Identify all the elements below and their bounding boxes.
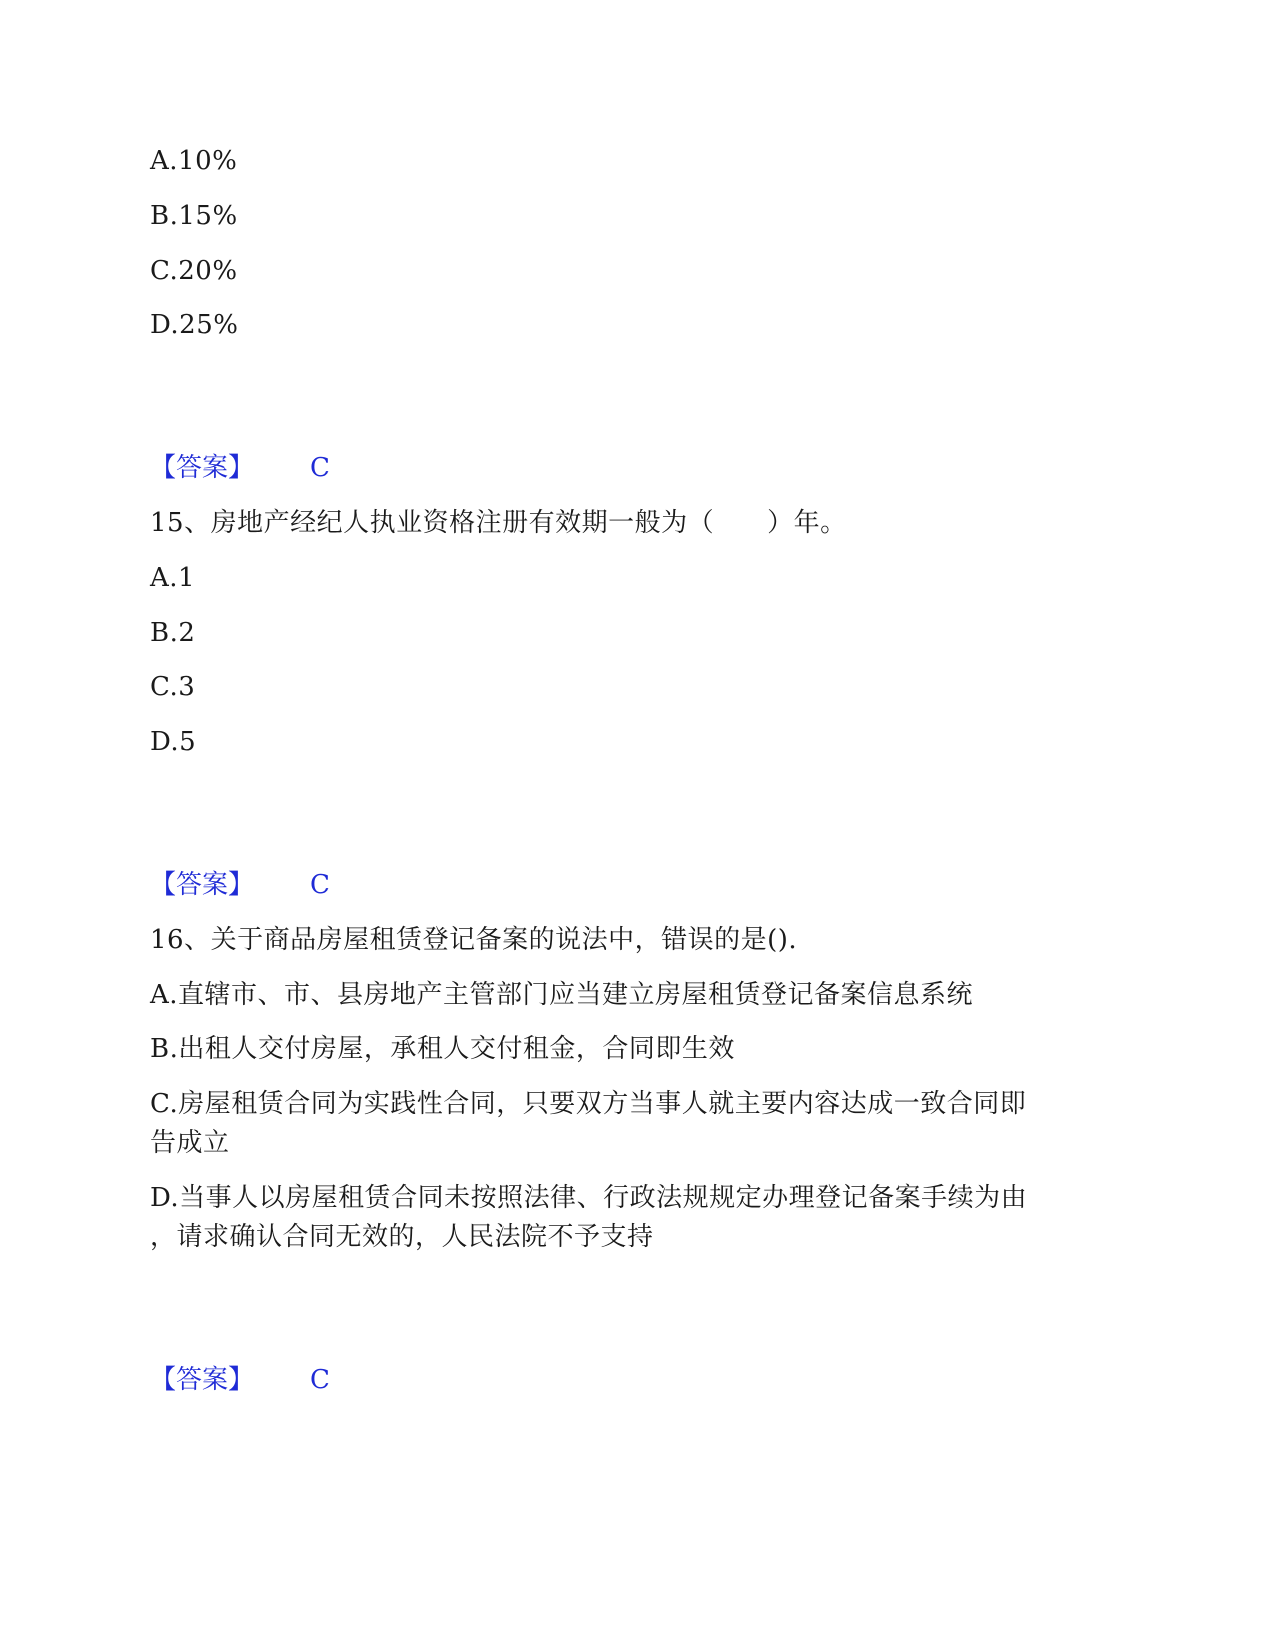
q16-option-d-line1: D.当事人以房屋租赁合同未按照法律、行政法规规定办理登记备案手续为由	[150, 1183, 1028, 1213]
q16-option-c-line2: 告成立	[150, 1128, 230, 1158]
q14-option-b: B.15%	[150, 201, 238, 231]
answer-label: 【答案】	[150, 870, 255, 900]
q16-option-d-line2: ，请求确认合同无效的，人民法院不予支持	[150, 1222, 654, 1252]
q15-option-c: C.3	[150, 672, 196, 702]
q14-option-c: C.20%	[150, 256, 238, 286]
q15-answer	[150, 865, 450, 905]
q15-option-d: D.5	[150, 727, 197, 757]
q16-answer	[150, 1360, 450, 1400]
q16-option-a: A.直辖市、市、县房地产主管部门应当建立房屋租赁登记备案信息系统	[150, 980, 974, 1010]
q16-option-b: B.出租人交付房屋，承租人交付租金，合同即生效	[150, 1034, 735, 1064]
answer-label: 【答案】	[150, 453, 255, 483]
q14-option-d: D.25%	[150, 310, 239, 340]
answer-label: 【答案】	[150, 1365, 255, 1395]
q16-question: 16、关于商品房屋租赁登记备案的说法中，错误的是().	[150, 925, 798, 955]
q16-option-c-line1: C.房屋租赁合同为实践性合同，只要双方当事人就主要内容达成一致合同即	[150, 1089, 1027, 1119]
q14-option-a: A.10%	[150, 146, 238, 176]
q15-question: 15、房地产经纪人执业资格注册有效期一般为（ ）年。	[150, 508, 847, 538]
q14-answer	[150, 448, 450, 488]
answer-value: C	[310, 1365, 330, 1395]
q15-option-a: A.1	[150, 563, 196, 593]
answer-value: C	[310, 870, 330, 900]
answer-value: C	[310, 453, 330, 483]
q15-option-b: B.2	[150, 618, 196, 648]
